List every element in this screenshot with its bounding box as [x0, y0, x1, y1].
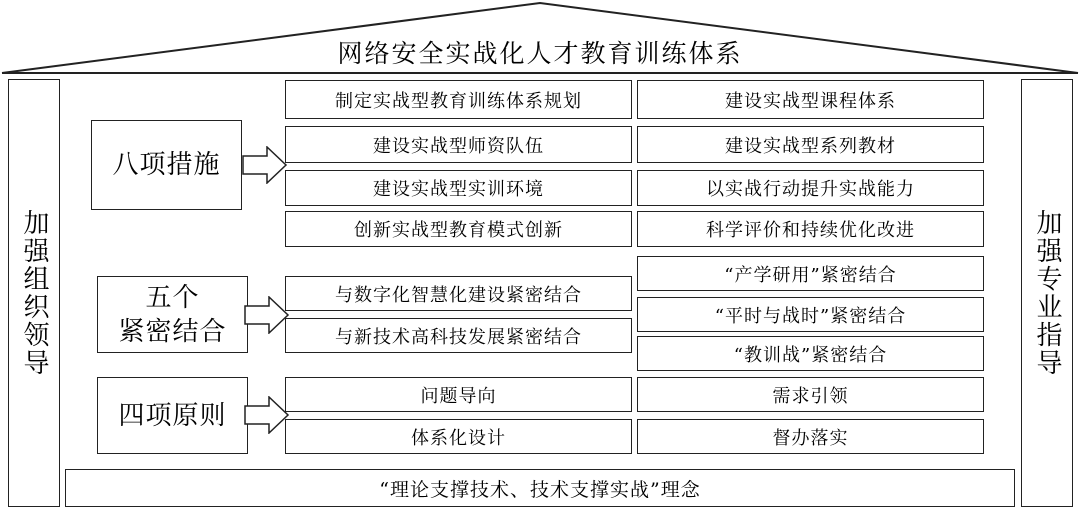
- arrow-icon: [242, 146, 288, 184]
- category-label-line: 五个: [145, 282, 200, 313]
- right-pillar: 加强专业指导: [1021, 79, 1073, 507]
- category-five-integrations: [97, 276, 248, 353]
- arrow-icon: [244, 296, 290, 334]
- principle-item: 问题导向: [285, 377, 632, 412]
- integration-item: 与数字化智慧化建设紧密结合: [285, 276, 632, 311]
- measure-item: 建设实战型课程体系: [637, 80, 984, 119]
- integration-item: “产学研用”紧密结合: [637, 256, 984, 291]
- integration-item: 与新技术高科技发展紧密结合: [285, 318, 632, 353]
- left-pillar: 加强组织领导: [8, 79, 60, 507]
- measure-item: 建设实战型师资队伍: [285, 126, 632, 163]
- category-label-line: 紧密结合: [118, 316, 227, 347]
- foundation-concept: “理论支撑技术、技术支撑实战”理念: [65, 469, 1015, 507]
- principle-item: 体系化设计: [285, 419, 632, 454]
- principle-item: 督办落实: [637, 419, 984, 454]
- integration-item: “平时与战时”紧密结合: [637, 297, 984, 332]
- measure-item: 建设实战型系列教材: [637, 126, 984, 163]
- measure-item: 制定实战型教育训练体系规划: [285, 80, 632, 119]
- measure-item: 以实战行动提升实战能力: [637, 170, 984, 206]
- category-four-principles: 四项原则: [97, 377, 248, 454]
- measure-item: 科学评价和持续优化改进: [637, 211, 984, 247]
- integration-item: “教训战”紧密结合: [637, 336, 984, 371]
- arrow-icon: [244, 396, 290, 434]
- category-eight-measures: 八项措施: [91, 120, 242, 210]
- measure-item: 创新实战型教育模式创新: [285, 211, 632, 247]
- principle-item: 需求引领: [637, 377, 984, 412]
- diagram-title: 网络安全实战化人才教育训练体系: [337, 39, 743, 68]
- measure-item: 建设实战型实训环境: [285, 170, 632, 206]
